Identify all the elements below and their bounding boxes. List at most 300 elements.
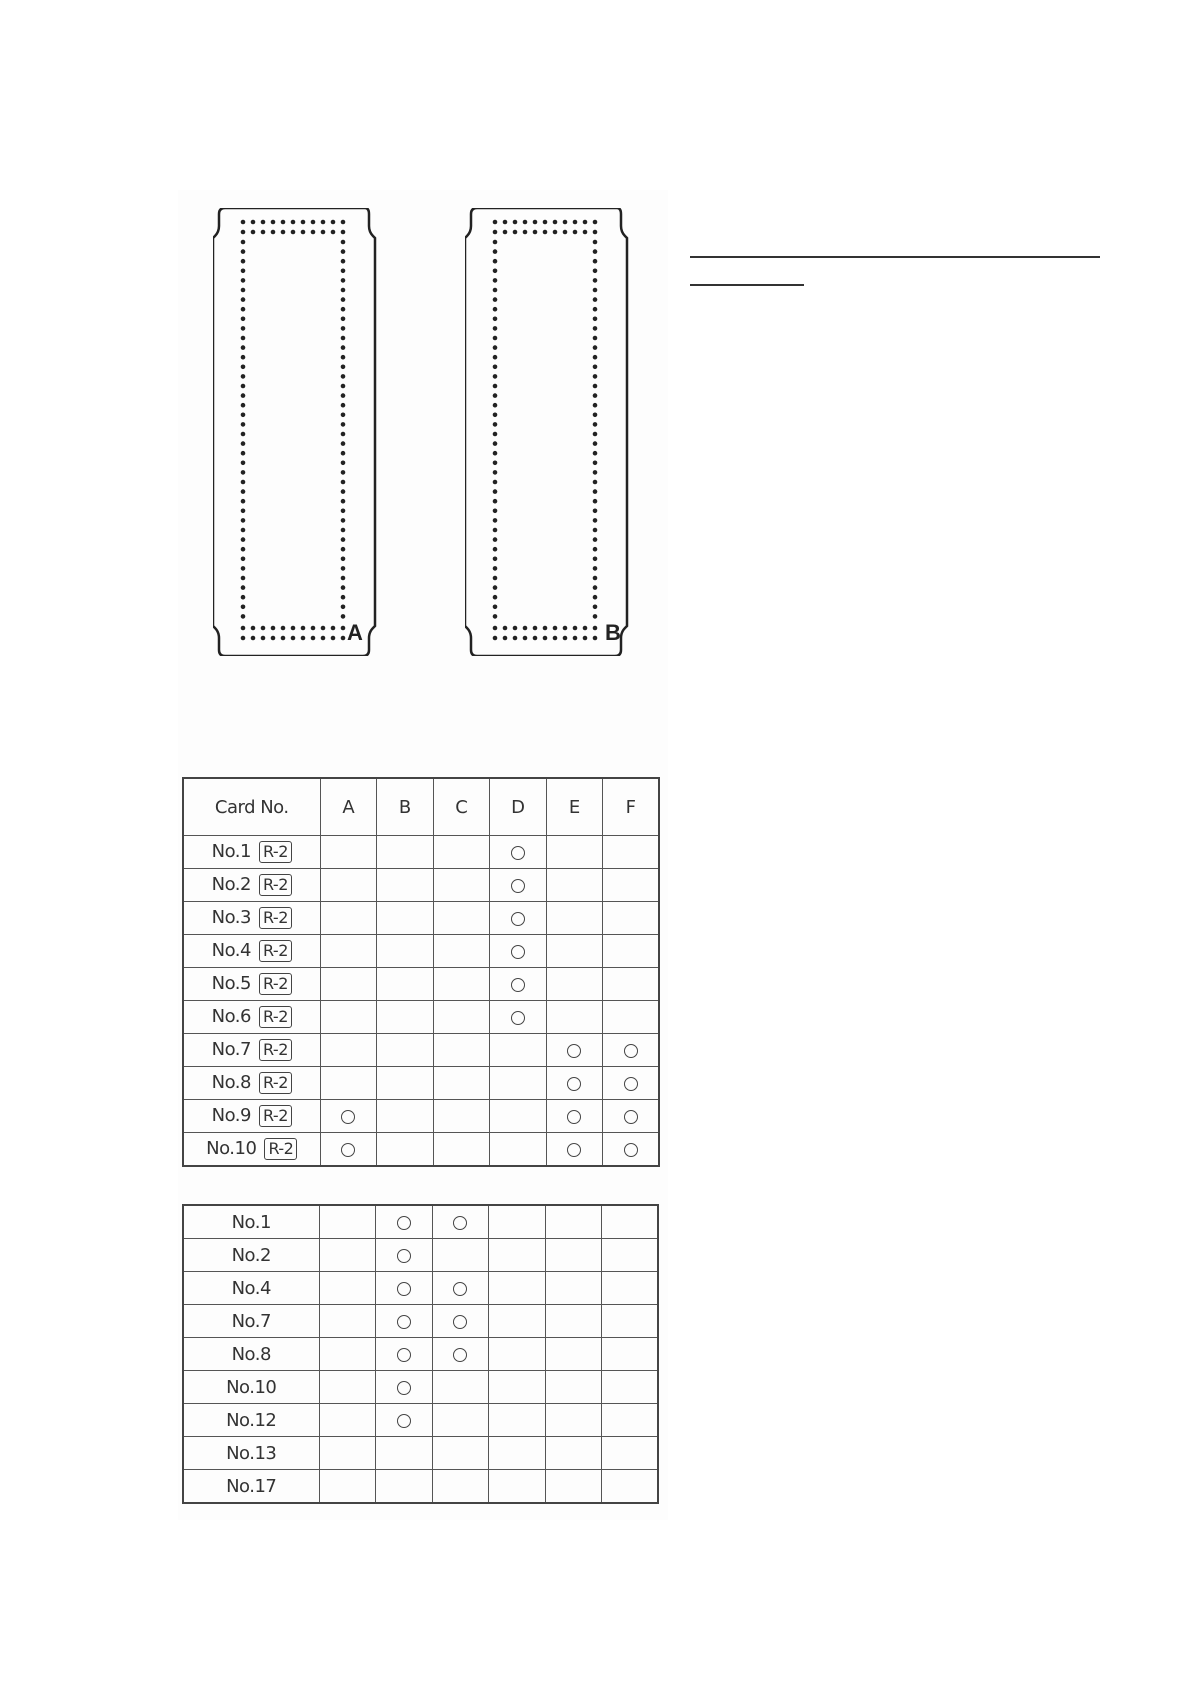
circle-mark-icon [511,978,525,992]
circle-mark-icon [397,1414,411,1428]
setting-cell-c [433,1067,490,1100]
contact-dot [593,249,598,254]
contact-dot [573,230,578,235]
header-card-no: Card No. [183,778,320,836]
circle-mark-icon [567,1077,581,1091]
card-b-outline [465,208,630,656]
card-number: No.5 [211,973,251,994]
setting-cell-d [490,1067,547,1100]
contact-dot [493,451,498,456]
contact-dot [341,374,346,379]
contact-dot [493,393,498,398]
contact-dot [493,326,498,331]
contact-dot [341,297,346,302]
setting-cell-c [432,1305,489,1338]
card-number: No.8 [211,1072,251,1093]
contact-dot [593,509,598,514]
contact-dot [493,461,498,466]
contact-dot [241,403,246,408]
contact-dot [341,240,346,245]
contact-dot [543,626,548,631]
setting-cell-f [602,1205,659,1239]
contact-dot [553,626,558,631]
card-number: No.2 [231,1244,271,1266]
setting-cell-f [603,1100,660,1133]
contact-dot [543,220,548,225]
contact-dot [341,557,346,562]
table-row [183,1470,658,1504]
contact-dot [341,614,346,619]
contact-dot [493,317,498,322]
card-number-cell [183,1305,319,1338]
contact-dot [493,636,498,641]
setting-cell-f [603,1034,660,1067]
card-config-table-r2 [182,777,660,1167]
contact-dot [593,576,598,581]
setting-cell-b [376,1338,433,1371]
table-row [183,1133,659,1167]
contact-dot [241,480,246,485]
contact-dot [281,636,286,641]
setting-cell-f [602,1470,659,1504]
setting-cell-e [545,1305,602,1338]
contact-dot [301,220,306,225]
setting-cell-a [320,1034,377,1067]
circle-mark-icon [624,1110,638,1124]
setting-cell-c [433,1034,490,1067]
setting-cell-a [320,1067,377,1100]
contact-dot [563,626,568,631]
contact-dot [241,585,246,590]
contact-dot [241,240,246,245]
setting-cell-b [376,1239,433,1272]
setting-cell-b [376,1272,433,1305]
contact-dot [593,528,598,533]
setting-cell-e [546,968,603,1001]
contact-dot [493,422,498,427]
contact-dot [493,614,498,619]
contact-dot [241,547,246,552]
contact-dot [593,297,598,302]
setting-cell-c [432,1437,489,1470]
contact-dot [503,636,508,641]
circle-mark-icon [397,1282,411,1296]
circle-mark-icon [341,1110,355,1124]
setting-cell-d [489,1371,546,1404]
card-config-table [182,1204,659,1504]
circle-mark-icon [453,1216,467,1230]
setting-cell-e [545,1437,602,1470]
setting-cell-d [490,968,547,1001]
contact-dot [493,288,498,293]
contact-dot [493,432,498,437]
card-number: No.9 [211,1105,251,1126]
contact-dot [281,626,286,631]
contact-dot [593,626,598,631]
contact-dot [271,230,276,235]
setting-cell-f [603,869,660,902]
contact-dot [341,384,346,389]
contact-dot [341,249,346,254]
setting-cell-e [545,1338,602,1371]
contact-dot [573,220,578,225]
contact-dot [493,240,498,245]
circle-mark-icon [567,1044,581,1058]
card-number: No.7 [231,1310,271,1332]
contact-dot [261,230,266,235]
contact-dot [593,566,598,571]
circle-mark-icon [397,1348,411,1362]
contact-dot [321,230,326,235]
card-number: No.10 [206,1138,257,1159]
contact-dot [533,220,538,225]
setting-cell-f [603,935,660,968]
card-number: No.13 [226,1442,277,1464]
contact-dot [341,585,346,590]
setting-cell-f [603,1133,660,1167]
revision-tag: R-2 [259,1039,292,1061]
circle-mark-icon [397,1216,411,1230]
revision-tag: R-2 [259,907,292,929]
setting-cell-a [319,1470,376,1504]
circle-mark-icon [453,1348,467,1362]
contact-dot [281,230,286,235]
contact-dot [241,461,246,466]
contact-dot [593,489,598,494]
contact-dot [593,336,598,341]
contact-dot [241,470,246,475]
circle-mark-icon [567,1110,581,1124]
contact-dot [493,345,498,350]
contact-dot [583,220,588,225]
contact-dot [493,355,498,360]
contact-dot [593,595,598,600]
contact-dot [301,626,306,631]
contact-dot [241,509,246,514]
contact-dot [513,636,518,641]
revision-tag: R-2 [259,841,292,863]
setting-cell-e [546,1034,603,1067]
contact-dot [341,432,346,437]
setting-cell-d [490,935,547,968]
setting-cell-f [603,1067,660,1100]
table-row [183,1205,658,1239]
circle-mark-icon [341,1143,355,1157]
contact-dot [251,230,256,235]
card-b-diagram [465,208,630,656]
card-number-cell [183,1404,319,1437]
card-number-cell [183,1133,320,1167]
setting-cell-b [377,1001,434,1034]
setting-cell-d [489,1239,546,1272]
contact-dot [331,626,336,631]
setting-cell-d [489,1205,546,1239]
contact-dot [593,537,598,542]
table-row [183,1371,658,1404]
setting-cell-e [546,836,603,869]
contact-dot [321,636,326,641]
contact-dot [593,636,598,641]
contact-dot [593,220,598,225]
contact-dot [341,451,346,456]
setting-cell-e [545,1272,602,1305]
circle-mark-icon [511,945,525,959]
setting-cell-d [489,1404,546,1437]
revision-tag: R-2 [259,1105,292,1127]
setting-cell-b [376,1470,433,1504]
contact-dot [493,518,498,523]
setting-cell-d [490,1034,547,1067]
contact-dot [513,626,518,631]
setting-cell-f [603,836,660,869]
contact-dot [553,230,558,235]
contact-dot [493,259,498,264]
contact-dot [271,220,276,225]
contact-dot [341,345,346,350]
contact-dot [593,432,598,437]
setting-cell-b [377,869,434,902]
circle-mark-icon [624,1077,638,1091]
contact-dot [593,441,598,446]
contact-dot [593,499,598,504]
contact-dot [563,220,568,225]
setting-cell-b [376,1371,433,1404]
card-number: No.2 [211,874,251,895]
card-number-cell [183,1034,320,1067]
contact-dot [503,230,508,235]
contact-dot [341,470,346,475]
table-row [183,1404,658,1437]
contact-dot [271,626,276,631]
card-number: No.17 [226,1475,277,1497]
setting-cell-a [319,1272,376,1305]
setting-cell-f [602,1437,659,1470]
contact-dot [493,297,498,302]
card-number-cell [183,1001,320,1034]
contact-dot [341,403,346,408]
contact-dot [543,636,548,641]
setting-cell-c [433,1001,490,1034]
contact-dot [241,636,246,641]
contact-dot [593,230,598,235]
contact-dot [341,220,346,225]
contact-dot [241,432,246,437]
setting-cell-b [376,1205,433,1239]
revision-tag: R-2 [259,1072,292,1094]
contact-dot [301,636,306,641]
contact-dot [241,489,246,494]
contact-dot [241,269,246,274]
contact-dot [341,317,346,322]
card-number-cell [183,968,320,1001]
header-f: F [603,778,660,836]
contact-dot [341,576,346,581]
circle-mark-icon [511,1011,525,1025]
setting-cell-b [377,1034,434,1067]
contact-dot [593,557,598,562]
contact-dot [341,413,346,418]
header-b: B [377,778,434,836]
setting-cell-e [545,1404,602,1437]
contact-dot [593,240,598,245]
contact-dot [331,230,336,235]
contact-dot [493,269,498,274]
setting-cell-c [432,1239,489,1272]
contact-dot [543,230,548,235]
contact-dot [341,528,346,533]
card-a-label: A [347,620,363,645]
setting-cell-e [545,1239,602,1272]
circle-mark-icon [453,1315,467,1329]
contact-dot [341,259,346,264]
contact-dot [341,278,346,283]
header-d: D [490,778,547,836]
setting-cell-c [432,1338,489,1371]
contact-dot [593,518,598,523]
contact-dot [341,499,346,504]
contact-dot [341,393,346,398]
contact-dot [341,230,346,235]
contact-dot [341,326,346,331]
contact-dot [593,585,598,590]
setting-cell-f [602,1338,659,1371]
table-row [183,968,659,1001]
card-number: No.8 [231,1343,271,1365]
contact-dot [261,220,266,225]
setting-cell-d [489,1437,546,1470]
setting-cell-a [319,1404,376,1437]
contact-dot [241,326,246,331]
annotation-rule-short [690,284,804,286]
contact-dot [291,626,296,631]
setting-cell-d [490,1100,547,1133]
contact-dot [493,403,498,408]
contact-dot [341,307,346,312]
contact-dot [573,626,578,631]
setting-cell-c [432,1470,489,1504]
table-row [183,869,659,902]
setting-cell-c [433,1100,490,1133]
contact-dot [593,278,598,283]
contact-dot [241,595,246,600]
contact-dot [341,336,346,341]
setting-cell-f [603,1001,660,1034]
card-number-cell [183,1371,319,1404]
card-number: No.1 [231,1211,271,1233]
contact-dot [503,626,508,631]
contact-dot [241,230,246,235]
contact-dot [533,626,538,631]
contact-dot [241,365,246,370]
contact-dot [311,626,316,631]
table-row [183,935,659,968]
contact-dot [493,384,498,389]
contact-dot [341,489,346,494]
contact-dot [341,518,346,523]
contact-dot [341,547,346,552]
contact-dot [493,509,498,514]
contact-dot [341,355,346,360]
setting-cell-a [320,1133,377,1167]
contact-dot [241,441,246,446]
contact-dot [593,547,598,552]
contact-dot [493,470,498,475]
contact-dot [251,636,256,641]
contact-dot [523,220,528,225]
contact-dot [241,374,246,379]
setting-cell-a [320,935,377,968]
contact-dot [513,230,518,235]
contact-dot [493,605,498,610]
card-a-outline [213,208,378,656]
table-row [183,1272,658,1305]
contact-dot [513,220,518,225]
table-row [183,1239,658,1272]
contact-dot [241,288,246,293]
contact-dot [341,595,346,600]
setting-cell-e [545,1470,602,1504]
contact-dot [493,528,498,533]
setting-cell-a [320,836,377,869]
setting-cell-c [432,1205,489,1239]
contact-dot [533,230,538,235]
contact-dot [241,614,246,619]
setting-cell-b [376,1404,433,1437]
contact-dot [563,230,568,235]
contact-dot [331,220,336,225]
setting-cell-d [490,869,547,902]
contact-dot [593,422,598,427]
contact-dot [241,576,246,581]
setting-cell-c [433,935,490,968]
contact-dot [241,566,246,571]
card-number: No.1 [211,841,251,862]
contact-dot [493,374,498,379]
contact-dot [241,528,246,533]
contact-dot [241,336,246,341]
setting-cell-c [433,968,490,1001]
contact-dot [241,317,246,322]
contact-dot [493,365,498,370]
contact-dot [341,636,346,641]
setting-cell-f [603,902,660,935]
card-number: No.3 [211,907,251,928]
contact-dot [241,499,246,504]
setting-cell-a [320,1001,377,1034]
contact-dot [593,317,598,322]
card-number: No.7 [211,1039,251,1060]
setting-cell-d [490,1001,547,1034]
revision-tag: R-2 [259,973,292,995]
setting-cell-e [545,1205,602,1239]
contact-dot [493,576,498,581]
table-row [183,1437,658,1470]
contact-dot [341,441,346,446]
setting-cell-b [377,902,434,935]
contact-dot [241,307,246,312]
contact-dot [593,393,598,398]
table-row [183,836,659,869]
contact-dot [593,461,598,466]
contact-dot [241,605,246,610]
card-number: No.4 [231,1277,271,1299]
contact-dot [341,461,346,466]
setting-cell-f [603,968,660,1001]
contact-dot [341,537,346,542]
setting-cell-a [320,902,377,935]
contact-dot [503,220,508,225]
contact-dot [593,605,598,610]
